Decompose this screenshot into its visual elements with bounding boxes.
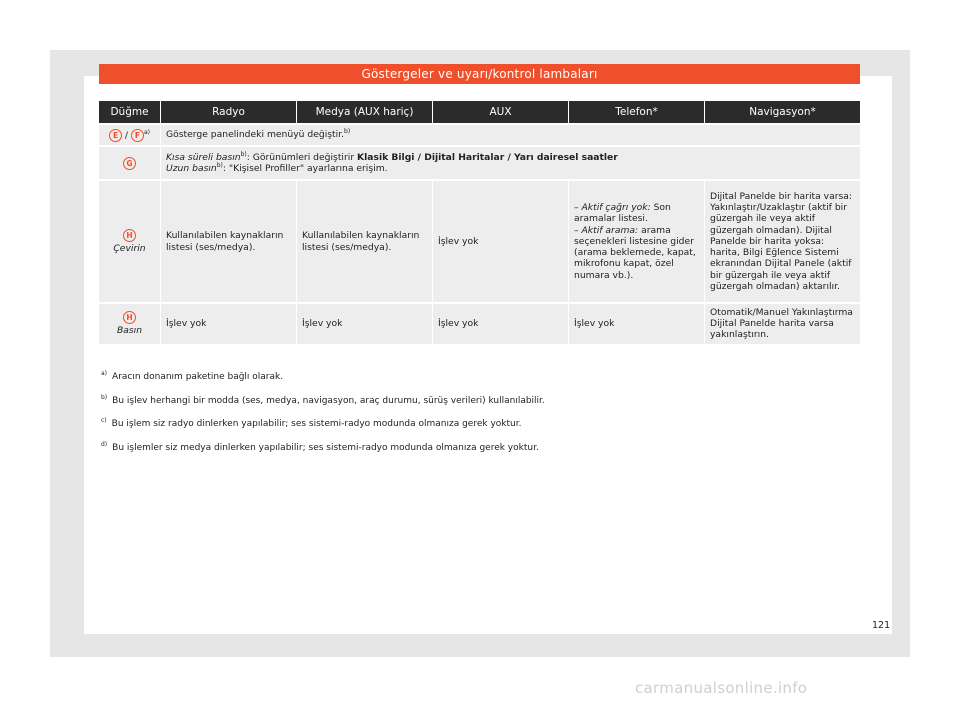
row-g-description [161,145,860,179]
header-navigation: Navigasyon* [705,101,860,123]
key-f-badge: F [131,129,144,142]
key-separator: / [124,129,129,141]
key-h-turn-label: Çevirin [113,242,146,254]
header-aux: AUX [433,101,569,123]
footnote-text: Bu işlemler siz medya dinlerken yapılabilir; ses sistemi-radyo modunda olmanıza gerek yoktur. [112,442,539,453]
key-cell-ef [99,123,161,145]
h-turn-navigation: Dijital Panelde bir harita varsa: Yakınlaştır/Uzaklaştır (aktif bir güzergah ile veya aktif güzergah olmadan). Dijital Panelde bir harita yoksa: harita, Bilgi Eğlence Sistemi ekranından Dijital Panele (aktif bir güzergah ile veya aktif güzergah olmadan) aktarılır. [705,179,860,302]
short-press-label: Kısa süreli basın [166,151,241,163]
key-e-badge: E [109,129,122,142]
footnote-a [101,364,861,388]
h-press-media: İşlev yok [297,302,433,344]
phone-active-call-text: arama seçenekleri listesine gider (arama beklemede, kapat, mikrofonu kapat, özel numara vb.). [574,224,696,281]
short-press-text: : Görünümleri değiştirir [246,151,358,163]
table-row-ef [99,123,860,145]
footnotes [101,364,861,458]
key-h-badge: H [123,311,136,324]
long-press-label: Uzun basın [166,163,217,174]
footnote-ref-b: b) [216,161,223,169]
row-g-long-press [166,163,855,174]
row-ef-text: Gösterge panelindeki menüyü değiştir. [166,129,345,141]
key-cell-h-press [99,302,161,344]
footnote-b [101,388,861,412]
row-ef-description [161,123,860,145]
key-cell-h-turn [99,179,161,302]
footnote-mark: c) [101,417,107,424]
phone-no-call-label: – Aktif çağrı yok: [574,202,651,214]
footnote-text: Bu işlem siz radyo dinlerken yapılabilir; ses sistemi-radyo modunda olmanıza gerek yoktur. [111,419,522,429]
key-cell-g [99,145,161,179]
phone-no-call [574,202,699,224]
footnote-mark: d) [101,440,108,448]
footnote-ref-b: b) [240,150,247,158]
page-number: 121 [872,620,891,631]
short-press-views: Klasik Bilgi / Dijital Haritalar / Yarı dairesel saatler [357,151,618,163]
h-turn-radio: Kullanılabilen kaynakların listesi (ses/medya). [161,179,297,302]
h-press-radio: İşlev yok [161,302,297,344]
h-turn-aux: İşlev yok [433,179,569,302]
key-g-badge: G [123,157,136,170]
footnote-ref-b: b) [344,128,351,136]
phone-active-call-label: – Aktif arama: [574,224,639,236]
table-row-h-turn [99,179,860,302]
footnote-d [101,435,861,459]
table-row-g [99,145,860,179]
footnote-text: Bu işlev herhangi bir modda (ses, medya, navigasyon, araç durumu, sürüş verileri) kullanılabilir. [112,395,545,406]
footnote-text: Aracın donanım paketine bağlı olarak. [112,372,284,382]
phone-no-call-text: Son aramalar listesi. [574,202,671,225]
header-media: Medya (AUX hariç) [297,101,433,123]
row-g-short-press [166,152,855,163]
phone-active-call [574,225,699,281]
footnote-ref-a: a) [143,128,150,136]
footnote-mark: b) [101,393,108,401]
key-h-press-label: Basın [116,325,143,337]
watermark: carmanualsonline.info [635,679,808,697]
key-h-badge: H [123,229,136,242]
footnote-mark: a) [101,370,108,377]
header-button: Düğme [99,101,161,123]
long-press-text: : "Kişisel Profiller" ayarlarına erişim. [222,163,388,174]
header-radio: Radyo [161,101,297,123]
controls-table [99,101,860,344]
section-title: Göstergeler ve uyarı/kontrol lambaları [99,64,860,84]
h-turn-phone [569,179,705,302]
h-turn-media: Kullanılabilen kaynakların listesi (ses/medya). [297,179,433,302]
h-press-phone: İşlev yok [569,302,705,344]
header-phone: Telefon* [569,101,705,123]
h-press-aux: İşlev yok [433,302,569,344]
table-header-row [99,101,860,123]
h-press-navigation: Otomatik/Manuel Yakınlaştırma Dijital Panelde harita varsa yakınlaştırın. [705,302,860,344]
footnote-c [101,411,861,435]
table-row-h-press [99,302,860,344]
